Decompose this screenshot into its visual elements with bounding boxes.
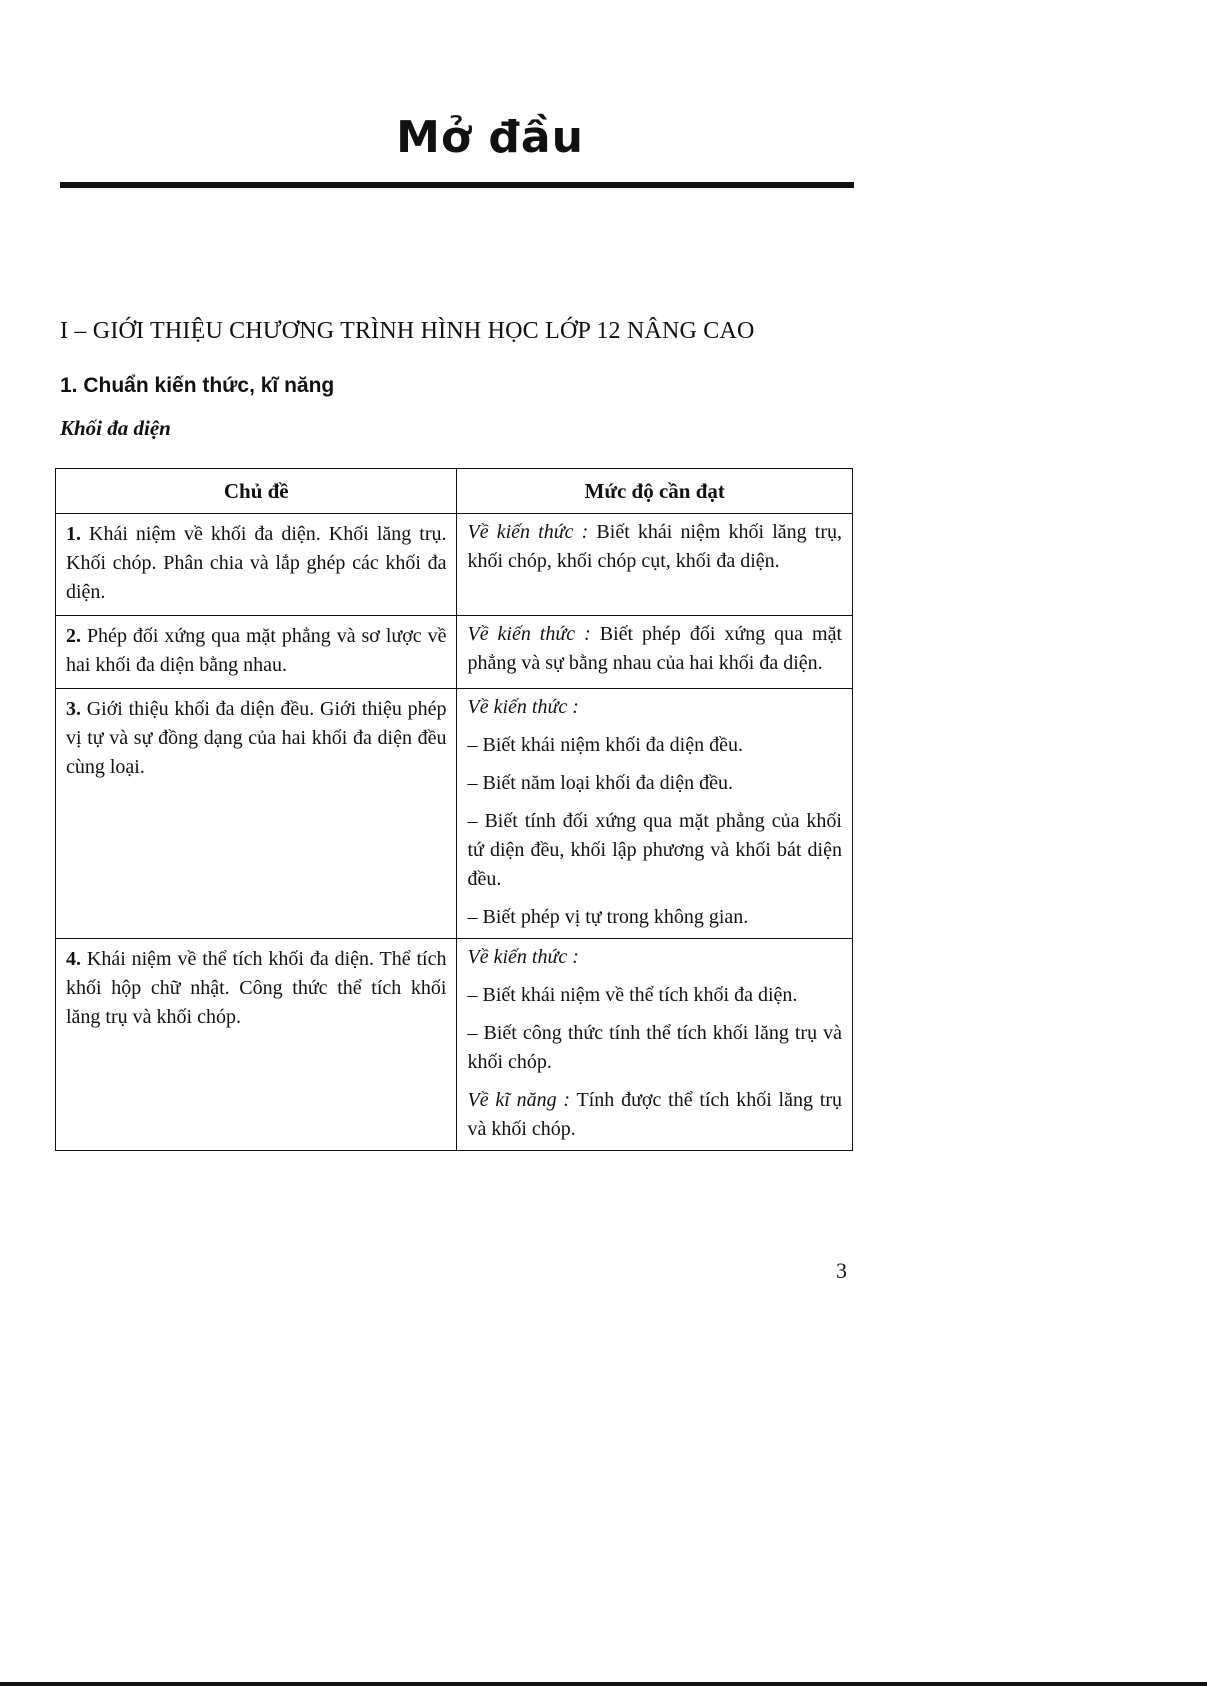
level-text: – Biết khái niệm khối đa diện đều. — [467, 734, 743, 756]
level-text: – Biết công thức tính thể tích khối lăng trụ và khối chóp. — [467, 1022, 842, 1073]
table-body — [56, 514, 853, 1151]
level-text: – Biết khái niệm về thể tích khối đa diện. — [467, 984, 798, 1006]
table-row — [56, 514, 853, 616]
table-row — [56, 939, 853, 1151]
sub-heading: 1. Chuẩn kiến thức, kĩ năng — [60, 374, 335, 397]
level-text: Tính được thể tích khối lăng trụ và khối chóp. — [467, 1089, 843, 1140]
topic-number: 2. — [66, 625, 81, 647]
level-line — [467, 981, 842, 1010]
chapter-title: Mở đầu — [396, 112, 584, 163]
section-heading: I – GIỚI THIỆU CHƯƠNG TRÌNH HÌNH HỌC LỚP 12 NÂNG CAO — [60, 318, 755, 344]
level-line — [467, 731, 842, 760]
level-line — [467, 769, 842, 798]
level-cell — [457, 514, 853, 616]
level-text: – Biết phép vị tự trong không gian. — [467, 906, 749, 928]
level-kind: Về kiến thức : — [467, 623, 591, 645]
level-line — [467, 943, 842, 972]
level-kind: Về kiến thức : — [467, 696, 579, 718]
level-cell — [457, 616, 853, 689]
level-line — [467, 1086, 842, 1144]
level-text: – Biết tính đối xứng qua mặt phẳng của khối tứ diện đều, khối lập phương và khối bát diện đều. — [467, 810, 842, 890]
header-level: Mức độ cần đạt — [457, 469, 853, 514]
level-line — [467, 903, 842, 932]
bottom-rule — [0, 1682, 1207, 1686]
table-row — [56, 616, 853, 689]
topic-cell — [56, 616, 457, 689]
topic-label: Khối đa diện — [60, 416, 171, 440]
level-line — [467, 620, 842, 678]
topic-cell — [56, 939, 457, 1151]
header-topic: Chủ đề — [56, 469, 457, 514]
topic-text: Khái niệm về thể tích khối đa diện. Thể tích khối hộp chữ nhật. Công thức thể tích khối lăng trụ và khối chóp. — [66, 948, 447, 1028]
topic-cell — [56, 689, 457, 939]
topic-number: 3. — [66, 698, 81, 720]
level-line — [467, 1019, 842, 1077]
topic-number: 4. — [66, 948, 81, 970]
standards-table — [55, 468, 853, 1151]
level-line — [467, 807, 842, 894]
level-kind: Về kiến thức : — [467, 521, 589, 543]
title-rule — [60, 182, 854, 188]
topic-text: Khái niệm về khối đa diện. Khối lăng trụ. Khối chóp. Phân chia và lắp ghép các khối đa diện. — [66, 523, 447, 603]
topic-number: 1. — [66, 523, 81, 545]
level-cell — [457, 689, 853, 939]
topic-text: Giới thiệu khối đa diện đều. Giới thiệu phép vị tự và sự đồng dạng của hai khối đa diện đều cùng loại. — [66, 698, 447, 778]
topic-text: Phép đối xứng qua mặt phẳng và sơ lược về hai khối đa diện bằng nhau. — [66, 625, 447, 676]
level-line — [467, 518, 842, 576]
level-text: Biết phép đối xứng qua mặt phẳng và sự bằng nhau của hai khối đa diện. — [467, 623, 842, 674]
level-line — [467, 693, 842, 722]
page-number: 3 — [836, 1258, 847, 1283]
level-cell — [457, 939, 853, 1151]
table-header-row — [56, 469, 853, 514]
topic-cell — [56, 514, 457, 616]
level-text: – Biết năm loại khối đa diện đều. — [467, 772, 733, 794]
level-kind: Về kiến thức : — [467, 946, 579, 968]
level-kind: Về kĩ năng : — [467, 1089, 571, 1111]
level-text: Biết khái niệm khối lăng trụ, khối chóp, khối chóp cụt, khối đa diện. — [467, 521, 843, 572]
table-row — [56, 689, 853, 939]
